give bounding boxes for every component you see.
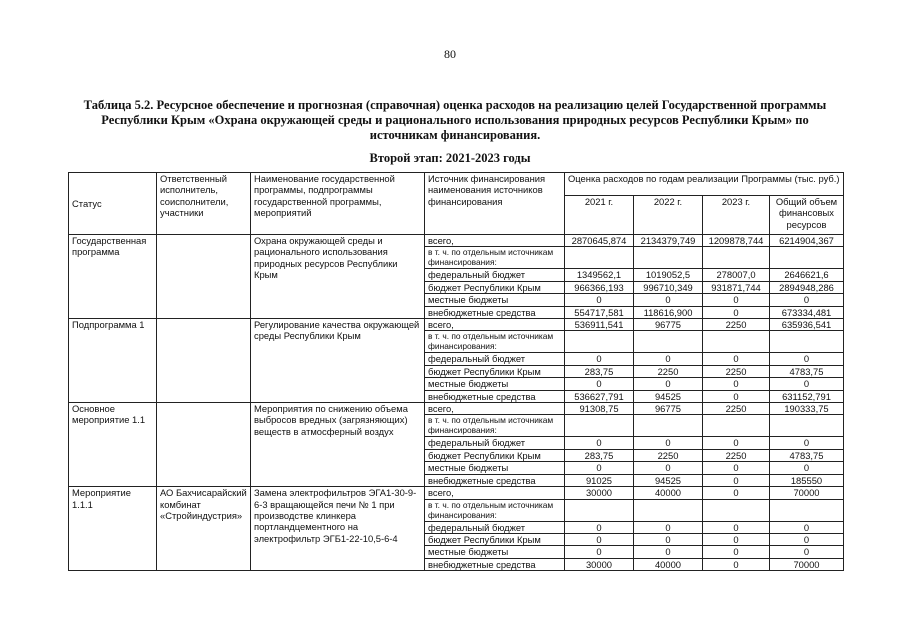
row-executor: [157, 403, 251, 487]
value-2022: [634, 331, 703, 353]
funding-source: внебюджетные средства: [425, 390, 565, 402]
value-total: 0: [770, 353, 844, 365]
funding-source: в т. ч. по отдельным источникам финансирования:: [425, 247, 565, 269]
value-2022: 0: [634, 437, 703, 449]
value-2021: 536627,791: [565, 390, 634, 402]
funding-source: внебюджетные средства: [425, 474, 565, 486]
value-2022: 40000: [634, 487, 703, 499]
value-total: [770, 499, 844, 521]
value-2021: 0: [565, 546, 634, 558]
header-year-2022: 2022 г.: [634, 196, 703, 235]
value-2022: [634, 247, 703, 269]
value-2023: 0: [703, 462, 770, 474]
value-2023: 0: [703, 521, 770, 533]
funding-source: местные бюджеты: [425, 546, 565, 558]
value-2021: 554717,581: [565, 306, 634, 318]
header-status: Статус: [69, 173, 157, 235]
value-2022: 0: [634, 378, 703, 390]
value-total: 0: [770, 462, 844, 474]
funding-source: всего,: [425, 319, 565, 331]
header-year-2023: 2023 г.: [703, 196, 770, 235]
funding-source: федеральный бюджет: [425, 269, 565, 281]
value-2023: 2250: [703, 319, 770, 331]
funding-source: бюджет Республики Крым: [425, 365, 565, 377]
value-2021: 0: [565, 533, 634, 545]
value-2023: 1209878,744: [703, 235, 770, 247]
header-total: Общий объем финансовых ресурсов: [770, 196, 844, 235]
value-total: 0: [770, 378, 844, 390]
value-2022: 996710,349: [634, 281, 703, 293]
funding-source: внебюджетные средства: [425, 306, 565, 318]
budget-table: [68, 172, 844, 571]
value-2023: 0: [703, 546, 770, 558]
value-total: 70000: [770, 487, 844, 499]
value-2022: [634, 499, 703, 521]
value-2021: 283,75: [565, 449, 634, 461]
value-total: 2646621,6: [770, 269, 844, 281]
funding-source: в т. ч. по отдельным источникам финансирования:: [425, 415, 565, 437]
row-status: Государственная программа: [69, 235, 157, 319]
value-2023: 0: [703, 437, 770, 449]
table-header: [69, 173, 844, 235]
table-row: [69, 235, 844, 247]
row-executor: [157, 319, 251, 403]
value-2021: 30000: [565, 558, 634, 570]
value-2022: 0: [634, 462, 703, 474]
value-2021: 30000: [565, 487, 634, 499]
value-2021: 1349562,1: [565, 269, 634, 281]
value-2022: 2250: [634, 365, 703, 377]
value-2023: 278007,0: [703, 269, 770, 281]
value-2021: 0: [565, 353, 634, 365]
value-2021: 0: [565, 378, 634, 390]
funding-source: внебюджетные средства: [425, 558, 565, 570]
value-2022: 94525: [634, 474, 703, 486]
table-title: Таблица 5.2. Ресурсное обеспечение и прогнозная (справочная) оценка расходов на реализацию целей Государственной программы Республики Крым «Охрана окружающей среды и рационального использования природных ресурсов Республики Крым» по источникам финансирования.: [83, 98, 827, 142]
funding-source: федеральный бюджет: [425, 521, 565, 533]
value-2021: 283,75: [565, 365, 634, 377]
row-program-name: Охрана окружающей среды и рационального использования природных ресурсов Республики Крым: [251, 235, 425, 319]
value-2022: 1019052,5: [634, 269, 703, 281]
value-total: 2894948,286: [770, 281, 844, 293]
value-2023: 2250: [703, 449, 770, 461]
value-2023: 0: [703, 294, 770, 306]
value-total: 6214904,367: [770, 235, 844, 247]
funding-source: всего,: [425, 487, 565, 499]
value-total: 635936,541: [770, 319, 844, 331]
value-2022: 2134379,749: [634, 235, 703, 247]
value-2023: [703, 415, 770, 437]
value-2022: 94525: [634, 390, 703, 402]
value-2022: 40000: [634, 558, 703, 570]
header-estimate: Оценка расходов по годам реализации Программы (тыс. руб.): [565, 173, 844, 196]
table-subtitle: Второй этап: 2021-2023 годы: [369, 151, 531, 165]
value-2023: 0: [703, 533, 770, 545]
value-total: 70000: [770, 558, 844, 570]
value-total: 631152,791: [770, 390, 844, 402]
value-2023: 0: [703, 474, 770, 486]
funding-source: всего,: [425, 235, 565, 247]
value-2021: 2870645,874: [565, 235, 634, 247]
value-2023: 0: [703, 558, 770, 570]
value-2021: [565, 415, 634, 437]
value-total: 0: [770, 437, 844, 449]
value-2023: 0: [703, 487, 770, 499]
value-2021: 0: [565, 462, 634, 474]
value-2021: 536911,541: [565, 319, 634, 331]
value-2023: 2250: [703, 403, 770, 415]
value-2022: 118616,900: [634, 306, 703, 318]
value-2023: [703, 331, 770, 353]
value-2022: 0: [634, 533, 703, 545]
funding-source: федеральный бюджет: [425, 437, 565, 449]
value-2023: [703, 247, 770, 269]
value-total: 0: [770, 533, 844, 545]
header-executor: Ответственный исполнитель, соисполнители, участники: [157, 173, 251, 235]
value-total: [770, 331, 844, 353]
value-2021: [565, 499, 634, 521]
value-2022: 0: [634, 521, 703, 533]
value-total: 185550: [770, 474, 844, 486]
value-total: 4783,75: [770, 449, 844, 461]
value-2023: 0: [703, 306, 770, 318]
value-total: 0: [770, 546, 844, 558]
value-total: 673334,481: [770, 306, 844, 318]
value-2023: 0: [703, 378, 770, 390]
row-status: Основное мероприятие 1.1: [69, 403, 157, 487]
row-status: Подпрограмма 1: [69, 319, 157, 403]
value-2021: 0: [565, 437, 634, 449]
funding-source: в т. ч. по отдельным источникам финансирования:: [425, 499, 565, 521]
value-2023: 2250: [703, 365, 770, 377]
funding-source: местные бюджеты: [425, 294, 565, 306]
header-source: Источник финансирования наименования источников финансирования: [425, 173, 565, 235]
value-2022: [634, 415, 703, 437]
value-2023: 931871,744: [703, 281, 770, 293]
funding-source: бюджет Республики Крым: [425, 449, 565, 461]
value-total: [770, 247, 844, 269]
value-total: 0: [770, 294, 844, 306]
row-status: Мероприятие 1.1.1: [69, 487, 157, 571]
table-row: [69, 319, 844, 331]
table-body: [69, 235, 844, 571]
value-2023: 0: [703, 353, 770, 365]
funding-source: всего,: [425, 403, 565, 415]
header-year-2021: 2021 г.: [565, 196, 634, 235]
value-2023: [703, 499, 770, 521]
row-executor: АО Бахчисарайский комбинат «Стройиндустрия»: [157, 487, 251, 571]
funding-source: бюджет Республики Крым: [425, 533, 565, 545]
value-2022: 96775: [634, 403, 703, 415]
value-total: 190333,75: [770, 403, 844, 415]
value-2023: 0: [703, 390, 770, 402]
value-2021: 0: [565, 294, 634, 306]
table-row: [69, 403, 844, 415]
value-2021: 91025: [565, 474, 634, 486]
value-2021: 0: [565, 521, 634, 533]
value-total: 4783,75: [770, 365, 844, 377]
row-program-name: Замена электрофильтров ЭГА1-30-9-6-3 вращающейся печи № 1 при производстве клинкера портландцементного на электрофильтр ЭГБ1-22-10,5-6-4: [251, 487, 425, 571]
funding-source: федеральный бюджет: [425, 353, 565, 365]
value-2022: 0: [634, 353, 703, 365]
value-2021: [565, 247, 634, 269]
value-2021: [565, 331, 634, 353]
table-row: [69, 487, 844, 499]
funding-source: местные бюджеты: [425, 378, 565, 390]
value-2021: 966366,193: [565, 281, 634, 293]
value-2021: 91308,75: [565, 403, 634, 415]
value-total: 0: [770, 521, 844, 533]
row-executor: [157, 235, 251, 319]
value-total: [770, 415, 844, 437]
row-program-name: Регулирование качества окружающей среды Республики Крым: [251, 319, 425, 403]
value-2022: 2250: [634, 449, 703, 461]
row-program-name: Мероприятия по снижению объема выбросов вредных (загрязняющих) веществ в атмосферный воздух: [251, 403, 425, 487]
funding-source: в т. ч. по отдельным источникам финансирования:: [425, 331, 565, 353]
header-program-name: Наименование государственной программы, подпрограммы государственной программы, мероприятий: [251, 173, 425, 235]
value-2022: 0: [634, 294, 703, 306]
value-2022: 96775: [634, 319, 703, 331]
page-number: 80: [444, 47, 456, 61]
funding-source: бюджет Республики Крым: [425, 281, 565, 293]
funding-source: местные бюджеты: [425, 462, 565, 474]
value-2022: 0: [634, 546, 703, 558]
